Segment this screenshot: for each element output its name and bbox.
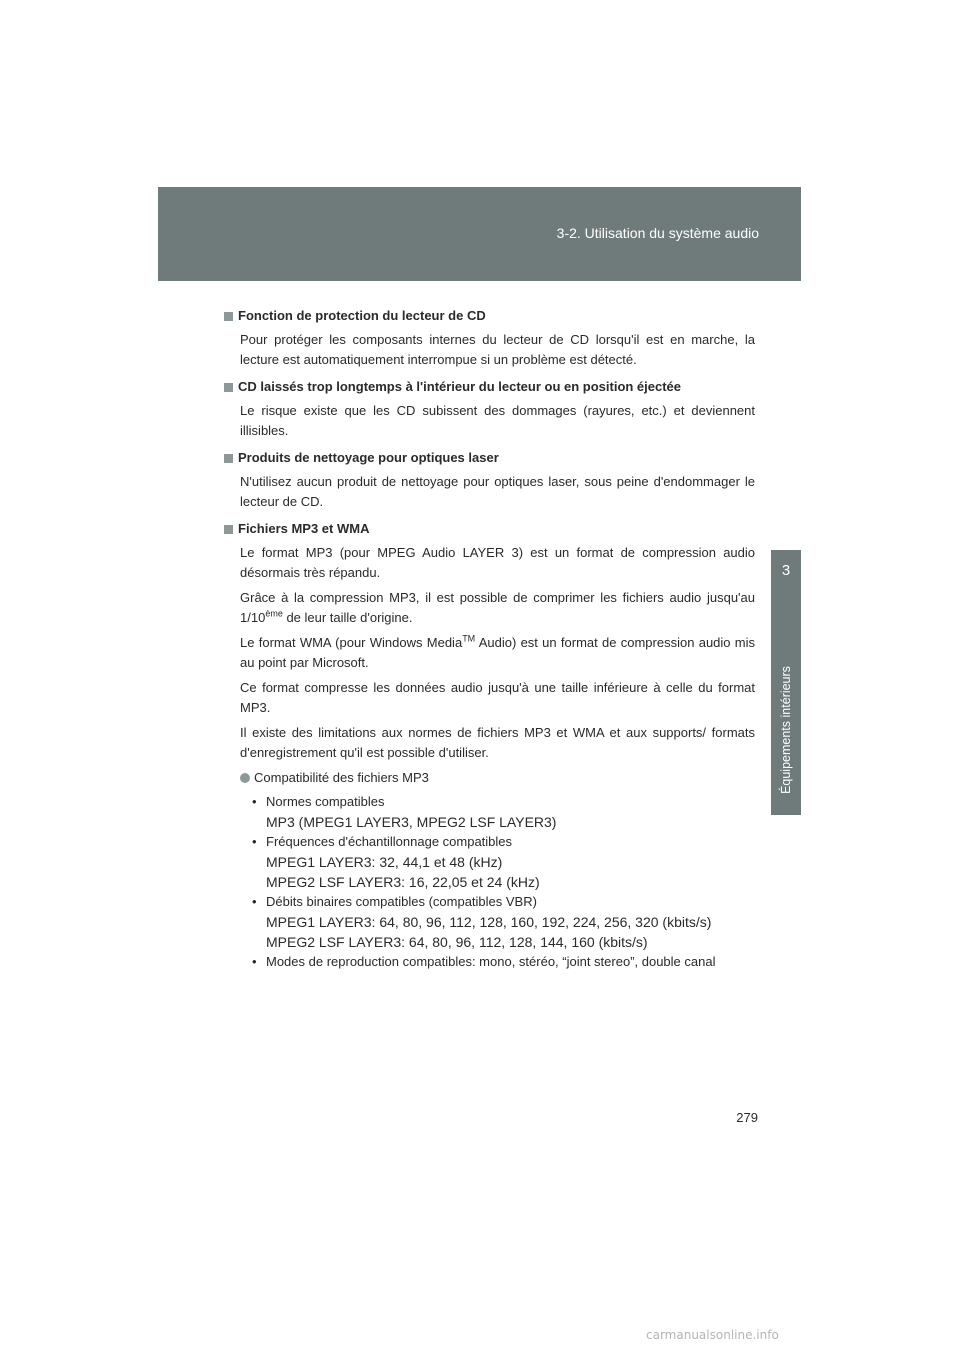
- chapter-side-tab: [771, 550, 801, 815]
- chapter-number: 3: [781, 562, 791, 579]
- mp3-compat-heading: Compatibilité des fichiers MP3: [240, 768, 755, 788]
- page-content: [224, 306, 755, 979]
- section-cd-left-too-long: [224, 377, 755, 441]
- paragraph: Grâce à la compression MP3, il est possible de comprimer les fichiers audio jusqu'au 1/10ème de leur taille d'origine.: [240, 590, 755, 625]
- paragraph: N'utilisez aucun produit de nettoyage pour optiques laser, sous peine d'endommager le lecteur de CD.: [240, 474, 755, 509]
- square-bullet-icon: [224, 454, 233, 463]
- list-item: • Fréquences d'échantillonnage compatibles MPEG1 LAYER3: 32, 44,1 et 48 (kHz) MPEG2 LSF LAYER3: 16, 22,05 et 24 (kHz): [252, 832, 755, 892]
- chapter-side-label-wrap: [771, 550, 801, 815]
- square-bullet-icon: [224, 312, 233, 321]
- section-cd-protection: [224, 306, 755, 370]
- section-mp3-wma: [224, 519, 755, 972]
- section-title: CD laissés trop longtemps à l'intérieur du lecteur ou en position éjectée: [224, 377, 755, 397]
- square-bullet-icon: [224, 383, 233, 392]
- chapter-title: 3-2. Utilisation du système audio: [556, 225, 759, 241]
- header-band: [158, 187, 801, 281]
- paragraph: Pour protéger les composants internes du lecteur de CD lorsqu'il est en marche, la lecture est automatiquement interrompue si un problème est détecté.: [240, 332, 755, 367]
- paragraph: Le format MP3 (pour MPEG Audio LAYER 3) est un format de compression audio désormais très répandu.: [240, 545, 755, 580]
- watermark: carmanualsonline.info: [646, 1328, 779, 1342]
- paragraph: Le risque existe que les CD subissent des dommages (rayures, etc.) et deviennent illisibles.: [240, 403, 755, 438]
- chapter-side-label: Équipements intérieurs: [779, 666, 793, 794]
- list-item: • Modes de reproduction compatibles: mono, stéréo, “joint stereo”, double canal: [252, 952, 755, 972]
- section-title: Fichiers MP3 et WMA: [224, 519, 755, 539]
- paragraph: Le format WMA (pour Windows Media™ Audio) est un format de compression audio mis au point par Microsoft.: [240, 633, 755, 670]
- section-title: Fonction de protection du lecteur de CD: [224, 306, 755, 326]
- section-title: Produits de nettoyage pour optiques laser: [224, 448, 755, 468]
- round-bullet-icon: [240, 773, 250, 783]
- section-laser-cleaning: [224, 448, 755, 512]
- list-item: • Débits binaires compatibles (compatibles VBR) MPEG1 LAYER3: 64, 80, 96, 112, 128, 160, 192, 224, 256, 320 (kbits/s) MPEG2 LSF LAYER3: 64, 80, 96, 112, 128, 144, 160 (kbits/s): [252, 892, 755, 952]
- list-item: • Normes compatibles MP3 (MPEG1 LAYER3, MPEG2 LSF LAYER3): [252, 792, 755, 832]
- paragraph: Ce format compresse les données audio jusqu'à une taille inférieure à celle du format MP3.: [240, 680, 755, 715]
- mp3-compat-list: [252, 792, 755, 972]
- page-number: 279: [736, 1110, 758, 1125]
- paragraph: Il existe des limitations aux normes de fichiers MP3 et WMA et aux supports/ formats d'enregistrement qu'il est possible d'utiliser.: [240, 725, 755, 760]
- square-bullet-icon: [224, 525, 233, 534]
